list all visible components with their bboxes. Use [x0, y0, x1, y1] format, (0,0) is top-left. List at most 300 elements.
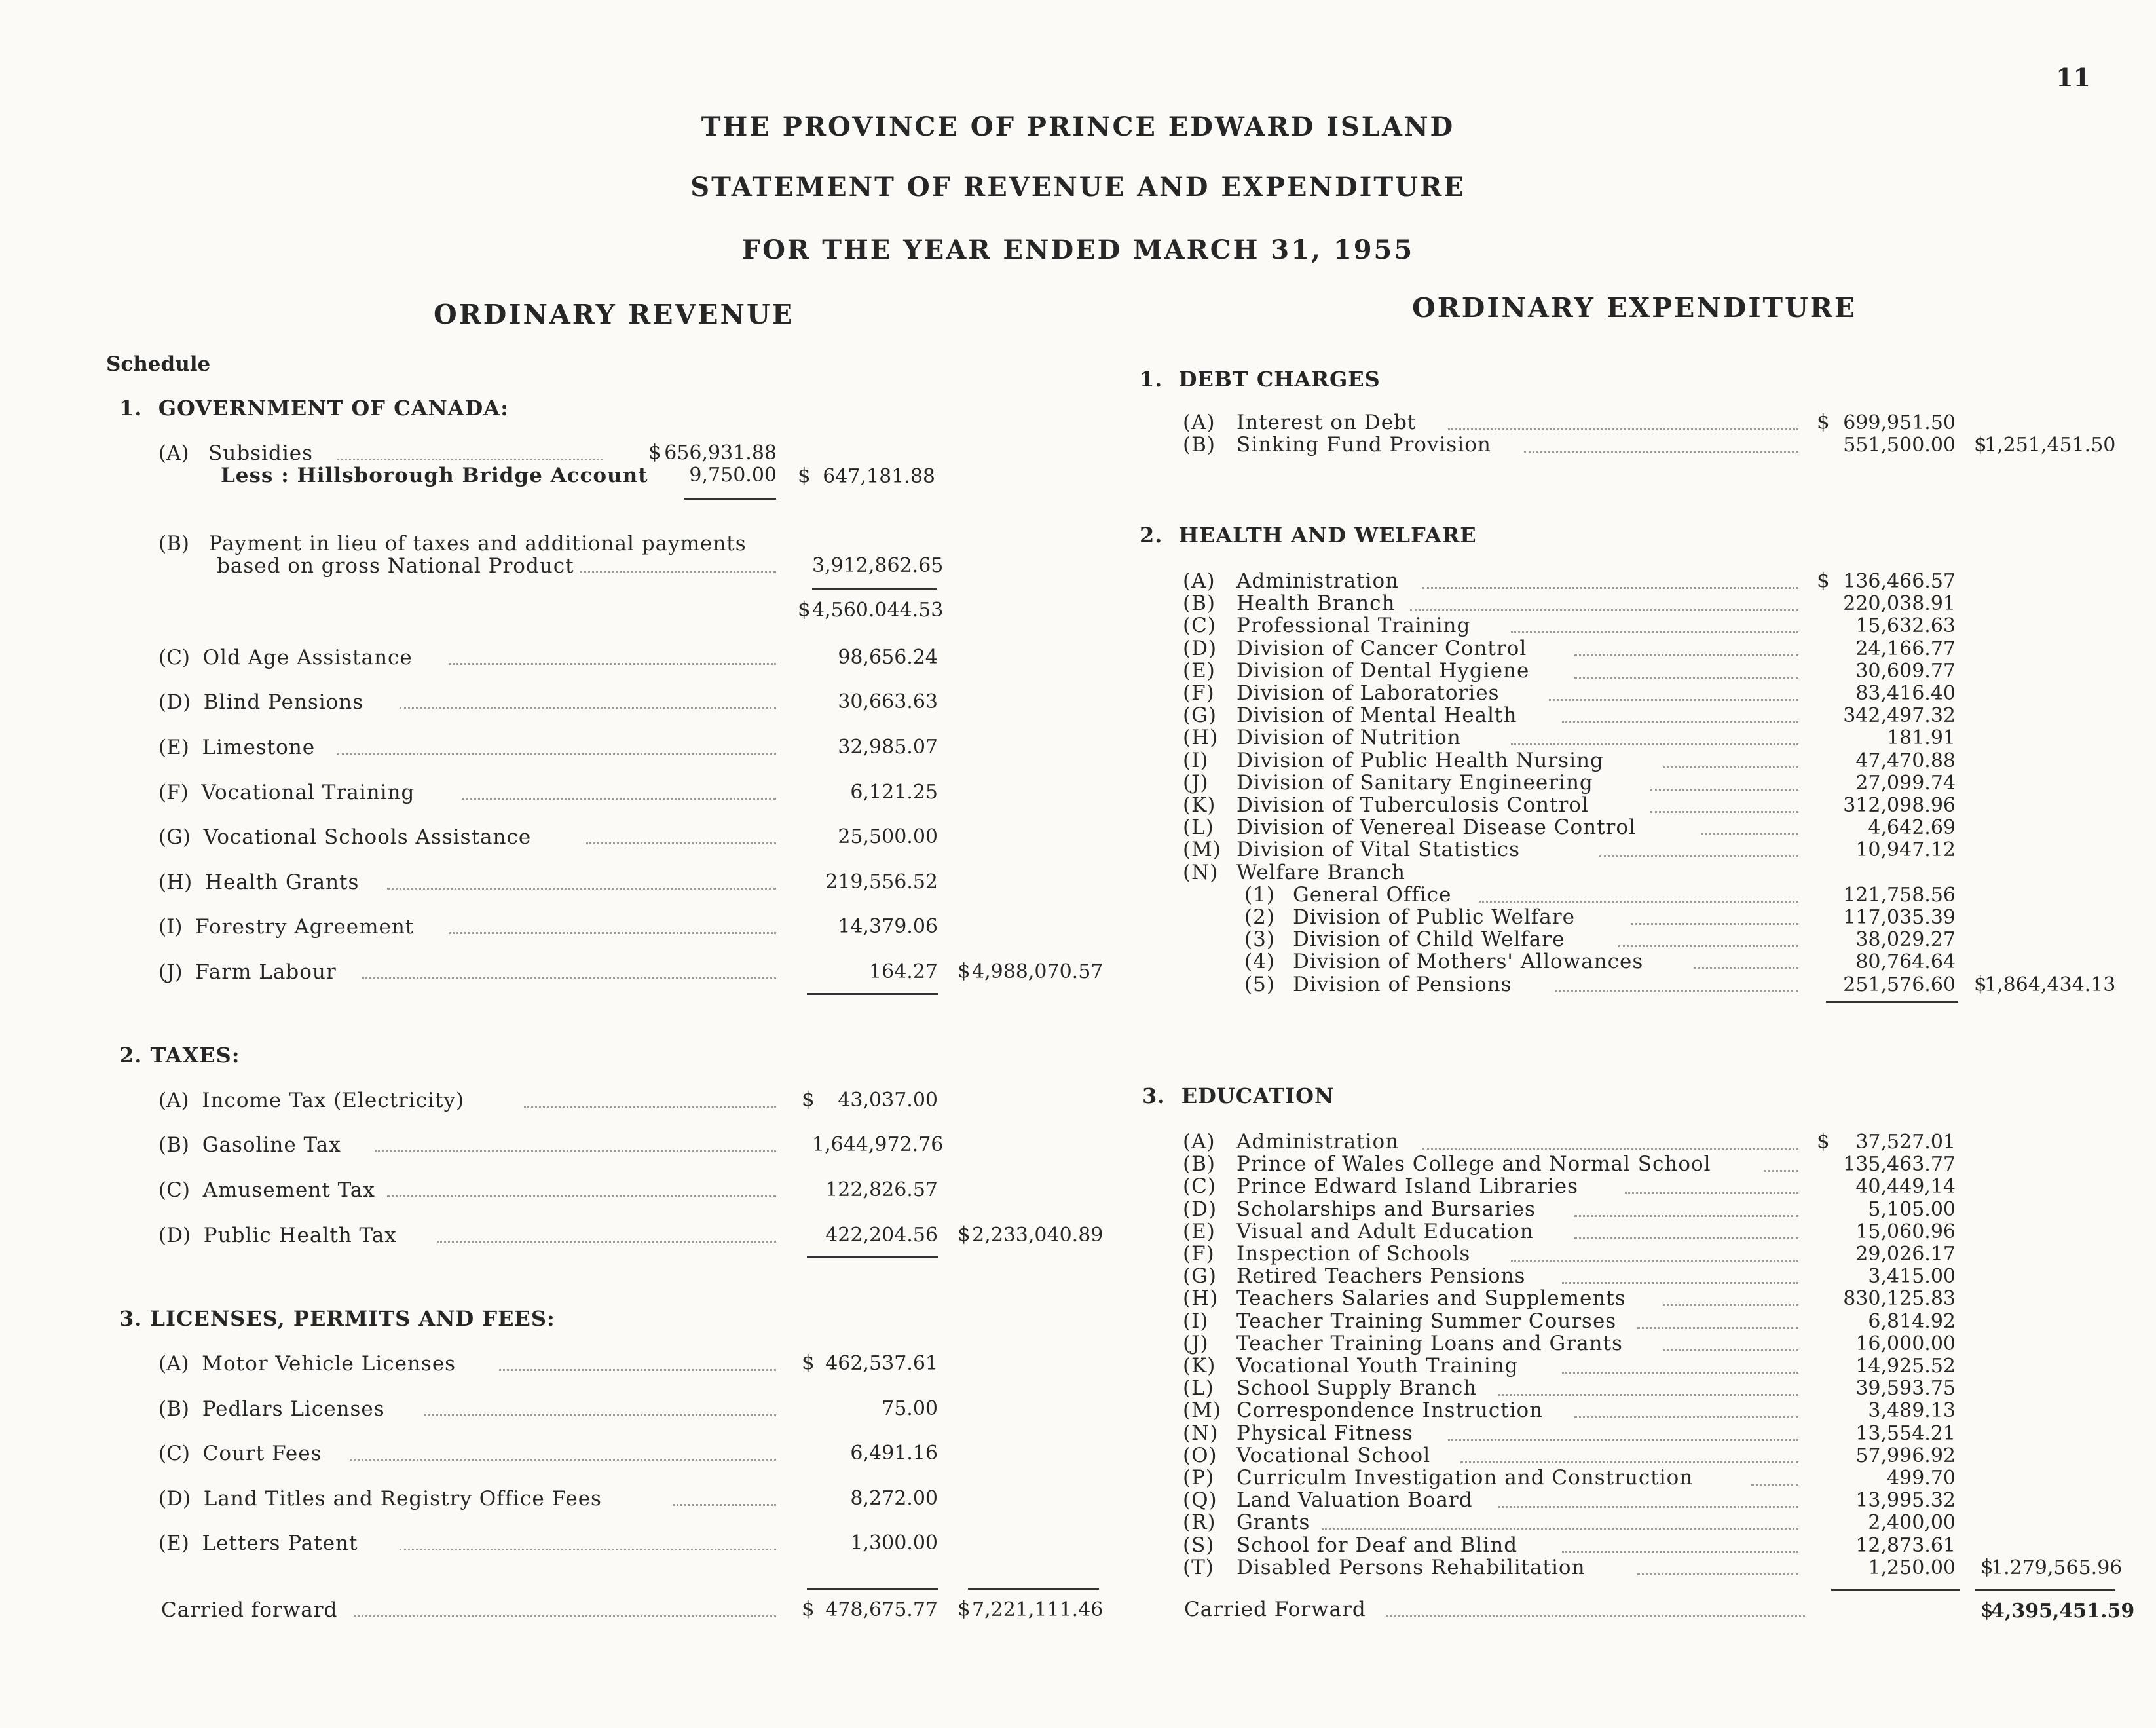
item-code: (J): [1183, 1331, 1209, 1355]
revenue-item: [158, 869, 359, 895]
item-amount: 121,758.56: [1843, 883, 1956, 907]
dot-leader: [1637, 1327, 1798, 1329]
dot-leader: [437, 1241, 776, 1243]
item-label: Inspection of Schools: [1236, 1242, 1471, 1266]
subtotal-rule: [684, 498, 776, 500]
dot-leader: [524, 1106, 776, 1108]
section-total: 4,988,070.57: [972, 960, 1104, 983]
item-label: Welfare Branch: [1236, 860, 1405, 884]
subtotal-rule: [968, 1588, 1099, 1590]
item-amount: 251,576.60: [1843, 973, 1956, 996]
item-label: Teachers Salaries and Supplements: [1236, 1287, 1626, 1311]
item-code: (B): [158, 1397, 189, 1421]
currency-sign: $: [798, 597, 811, 621]
item-amount: 551,500.00: [1843, 434, 1956, 457]
dot-leader: [354, 1615, 776, 1617]
dot-leader: [1650, 789, 1798, 791]
item-code: (A): [1183, 569, 1216, 593]
dot-leader: [387, 888, 776, 890]
item-code: (D): [158, 690, 191, 714]
item-code: (L): [1183, 1376, 1214, 1400]
item-label: Forestry Agreement: [195, 915, 415, 939]
subtotal-rule: [1975, 1589, 2115, 1591]
item-amount: 462,537.61: [825, 1352, 938, 1375]
item-amount: 117,035.39: [1843, 906, 1956, 929]
item-amount: 14,925.52: [1855, 1355, 1956, 1378]
item-label: Sinking Fund Provision: [1236, 433, 1491, 457]
section-total: 1,864,434.13: [1984, 973, 2116, 996]
revenue-item: [158, 1486, 602, 1512]
dot-leader: [1625, 1192, 1798, 1194]
dot-leader: [1663, 1304, 1798, 1306]
item-amount: 27,099.74: [1855, 771, 1956, 795]
item-amount: 3,489.13: [1868, 1399, 1956, 1423]
dot-leader: [1631, 923, 1798, 925]
revenue-item: [158, 779, 415, 806]
item-amount: 15,632.63: [1855, 614, 1956, 638]
carried-label: Carried forward: [161, 1598, 338, 1622]
item-label: Division of Vital Statistics: [1236, 838, 1521, 862]
item-amount: 312,098.96: [1843, 794, 1956, 817]
net-amount: 647,181.88: [823, 465, 935, 488]
item-code: (C): [158, 1178, 190, 1202]
item-label: Public Health Tax: [203, 1224, 397, 1247]
item-amount: 12,873.61: [1855, 1533, 1956, 1557]
item-label: Division of Public Welfare: [1293, 905, 1575, 929]
item-amount: 136,466.57: [1843, 570, 1956, 593]
section-title: DEBT CHARGES: [1178, 367, 1381, 392]
currency-sign: $: [1974, 432, 1987, 456]
currency-sign: $: [1980, 1554, 1994, 1579]
item-code: (F): [1183, 1242, 1215, 1266]
item-code: (1): [1244, 882, 1275, 907]
dot-leader: [1322, 1528, 1798, 1530]
item-code: (M): [1183, 838, 1221, 862]
item-code: (T): [1183, 1555, 1214, 1579]
dot-leader: [400, 1549, 776, 1550]
item-code: (D): [1183, 636, 1217, 660]
expenditure-section-title: [1140, 367, 1381, 392]
section-title: TAXES:: [150, 1043, 240, 1068]
section-title: EDUCATION: [1181, 1083, 1335, 1108]
item-label: Teacher Training Loans and Grants: [1236, 1331, 1623, 1355]
dot-leader: [1650, 811, 1798, 813]
currency-sign: $: [1974, 971, 1987, 996]
revenue-carried-forward: [161, 1597, 337, 1623]
item-code: (D): [158, 1487, 191, 1511]
item-label: Vocational Youth Training: [1236, 1354, 1519, 1378]
item-code: (B): [158, 1133, 189, 1157]
dot-leader: [1562, 1282, 1799, 1284]
item-label: Health Branch: [1236, 592, 1396, 616]
currency-sign: $: [1980, 1598, 1994, 1622]
item-amount: 1,300.00: [850, 1531, 938, 1554]
section-total: 2,233,040.89: [972, 1224, 1104, 1247]
item-label: Division of Sanitary Engineering: [1236, 770, 1593, 795]
title-year: FOR THE YEAR ENDED MARCH 31, 1955: [741, 235, 1415, 265]
item-amount: 47,470.88: [1855, 749, 1956, 772]
item-code: (K): [1183, 793, 1216, 817]
item-code: (P): [1183, 1466, 1215, 1490]
item-label: Division of Tuberculosis Control: [1236, 793, 1589, 817]
item-label: Division of Mothers' Allowances: [1293, 950, 1644, 974]
expenditure-title: ORDINARY EXPENDITURE: [1412, 292, 1857, 324]
title-statement: STATEMENT OF REVENUE AND EXPENDITURE: [690, 172, 1466, 202]
item-amount: 13,995.32: [1855, 1489, 1956, 1512]
item-code: (N): [1183, 1421, 1219, 1445]
item-code: (F): [1183, 681, 1215, 705]
dot-leader: [1751, 1484, 1798, 1486]
section-number: 2.: [119, 1043, 143, 1068]
item-amount: 3,912,862.65: [812, 554, 944, 577]
dot-leader: [1574, 677, 1798, 679]
item-amount: 15,060.96: [1855, 1220, 1956, 1243]
currency-sign: $: [1817, 569, 1830, 592]
page-number: 11: [2056, 63, 2091, 92]
currency-sign: $: [957, 1597, 971, 1621]
dot-leader: [362, 977, 776, 979]
item-amount: 57,996.92: [1855, 1444, 1956, 1467]
dot-leader: [1637, 1573, 1798, 1575]
item-label: Vocational Schools Assistance: [203, 825, 532, 849]
item-label: General Office: [1293, 882, 1452, 907]
item-code: (J): [1183, 770, 1209, 795]
dot-leader: [586, 842, 776, 844]
revenue-item: [158, 1132, 341, 1158]
item-amount: 4,642.69: [1868, 816, 1956, 840]
dot-leader: [375, 1150, 776, 1152]
item-code: (4): [1244, 950, 1275, 974]
dot-leader: [1562, 1551, 1799, 1553]
item-label: Physical Fitness: [1236, 1421, 1413, 1445]
revenue-section-3-title: [119, 1306, 555, 1331]
dot-leader: [1422, 1148, 1798, 1150]
section-title: GOVERNMENT OF CANADA:: [158, 396, 509, 421]
item-label: Teacher Training Summer Courses: [1236, 1309, 1617, 1333]
subtotal-rule: [807, 1588, 938, 1590]
item-amount: 75.00: [882, 1397, 938, 1420]
item-label: Farm Labour: [195, 960, 337, 984]
item-label: Professional Training: [1236, 614, 1471, 638]
revenue-item: [158, 1396, 385, 1422]
dot-leader: [1694, 967, 1798, 969]
currency-sign: $: [802, 1597, 815, 1621]
dot-leader: [337, 459, 603, 460]
item-amount: 16,000.00: [1855, 1332, 1956, 1355]
item-code: (F): [158, 781, 189, 804]
item-amount: 342,497.32: [1843, 704, 1956, 728]
dot-leader: [1663, 1349, 1798, 1351]
dot-leader: [1511, 631, 1798, 633]
item-code: (I): [1183, 748, 1209, 772]
dot-leader: [1701, 833, 1798, 835]
dot-leader: [449, 663, 776, 665]
currency-sign: $: [802, 1351, 815, 1374]
revenue-item: [158, 1177, 375, 1203]
item-amount: 30,663.63: [838, 690, 938, 713]
dot-leader: [1448, 1439, 1798, 1441]
carried-amount: 7,221,111.46: [972, 1598, 1104, 1621]
item-label: Administration: [1236, 1130, 1400, 1154]
item-code: (C): [158, 1442, 190, 1465]
item-amount: 830,125.83: [1843, 1287, 1956, 1311]
item-label: Land Valuation Board: [1236, 1488, 1473, 1512]
dot-leader: [1599, 855, 1798, 857]
item-label: Prince Edward Island Libraries: [1236, 1174, 1578, 1199]
item-label: Blind Pensions: [203, 690, 364, 714]
item-code: (M): [1183, 1399, 1221, 1423]
item-label: Amusement Tax: [202, 1178, 375, 1202]
item-code: (C): [1183, 1174, 1216, 1199]
revenue-title: ORDINARY REVENUE: [434, 299, 795, 330]
item-amount: 1,644,972.76: [812, 1133, 944, 1156]
revenue-item: [158, 914, 414, 940]
currency-sign: $: [648, 440, 661, 464]
revenue-item: [158, 734, 315, 761]
expenditure-section-title: [1142, 1083, 1334, 1108]
revenue-item-payment-in-lieu-line2: [217, 553, 574, 579]
dot-leader: [1574, 1237, 1798, 1239]
item-code: (L): [1183, 816, 1214, 840]
item-label: Payment in lieu of taxes and additional payments: [208, 532, 747, 555]
item-amount: 6,121.25: [850, 781, 938, 804]
item-amount: 10,947.12: [1855, 838, 1956, 862]
item-amount: 9,750.00: [689, 464, 777, 487]
item-amount: 3,415.00: [1868, 1265, 1956, 1288]
item-code: (G): [158, 825, 191, 849]
section-total: 1.279,565.96: [1991, 1556, 2123, 1579]
item-code: (E): [1183, 1219, 1216, 1243]
item-code: (H): [1183, 726, 1219, 750]
item-amount: 2,400,00: [1868, 1511, 1956, 1535]
item-amount: 38,029.27: [1855, 928, 1956, 952]
dot-leader: [1498, 1394, 1798, 1396]
item-code: (G): [1183, 704, 1217, 728]
dot-leader: [462, 798, 776, 800]
dot-leader: [1479, 901, 1798, 903]
section-number: 1.: [1140, 367, 1163, 392]
item-code: (S): [1183, 1533, 1215, 1557]
revenue-item: [158, 645, 413, 671]
dot-leader: [1574, 1416, 1798, 1418]
dot-leader: [1618, 945, 1799, 947]
dot-leader: [424, 1414, 776, 1416]
item-code: (B): [158, 532, 189, 555]
item-code: (2): [1244, 905, 1275, 929]
item-label: Pedlars Licenses: [202, 1397, 385, 1421]
item-label: Correspondence Instruction: [1236, 1399, 1544, 1423]
item-label: Division of Nutrition: [1236, 726, 1461, 750]
item-code: (B): [1183, 1152, 1216, 1176]
item-code: (B): [1183, 592, 1216, 616]
currency-sign: $: [798, 464, 811, 487]
subtotal-rule: [807, 993, 938, 995]
item-amount: 32,985.07: [838, 736, 938, 759]
item-label: Division of Mental Health: [1236, 704, 1517, 728]
item-code: (R): [1183, 1511, 1216, 1535]
expenditure-section-title: [1140, 523, 1477, 548]
section-title: LICENSES, PERMITS AND FEES:: [150, 1306, 555, 1331]
item-amount: 39,593.75: [1855, 1377, 1956, 1400]
item-label: Division of Child Welfare: [1293, 928, 1565, 952]
item-amount: 6,491.16: [850, 1442, 938, 1465]
dot-leader: [1555, 990, 1798, 992]
dot-leader: [1524, 451, 1798, 453]
item-label: Retired Teachers Pensions: [1236, 1264, 1526, 1288]
item-amount: 135,463.77: [1843, 1153, 1956, 1176]
schedule-label: Schedule: [106, 352, 211, 376]
item-label: Division of Laboratories: [1236, 681, 1500, 705]
item-amount: 24,166.77: [1855, 637, 1956, 660]
item-amount: 80,764.64: [1855, 950, 1956, 974]
item-code: (C): [158, 646, 190, 669]
item-label: Administration: [1236, 569, 1400, 593]
dot-leader: [1386, 1615, 1805, 1617]
dot-leader: [337, 753, 776, 755]
section-number: 1.: [119, 396, 143, 421]
dot-leader: [1549, 699, 1798, 701]
item-amount: 30,609.77: [1855, 659, 1956, 683]
item-label: Grants: [1236, 1511, 1310, 1535]
item-label: Division of Public Health Nursing: [1236, 748, 1604, 772]
dot-leader: [1422, 587, 1798, 589]
item-amount: 83,416.40: [1855, 682, 1956, 705]
item-amount: 220,038.91: [1843, 592, 1956, 616]
subtotal-rule: [1826, 1001, 1958, 1003]
item-code: (C): [1183, 614, 1216, 638]
item-code: (3): [1244, 928, 1275, 952]
subtotal-rule: [812, 588, 937, 590]
currency-sign: $: [1817, 410, 1830, 434]
item-label: Division of Pensions: [1293, 972, 1512, 996]
item-label: Vocational School: [1236, 1443, 1431, 1467]
revenue-item: [158, 1440, 322, 1467]
item-amount: 5,105.00: [1868, 1197, 1956, 1221]
dot-leader: [1511, 743, 1798, 745]
dot-leader: [387, 1195, 776, 1197]
currency-sign: $: [1817, 1129, 1830, 1153]
item-label: Division of Venereal Disease Control: [1236, 816, 1636, 840]
item-label: Health Grants: [204, 871, 360, 894]
item-amount: 6,814.92: [1868, 1309, 1956, 1333]
item-amount: 699,951.50: [1843, 411, 1956, 434]
item-code: (N): [1183, 860, 1219, 884]
dot-leader: [350, 1459, 776, 1461]
item-label: Division of Dental Hygiene: [1236, 658, 1530, 683]
item-amount: 656,931.88: [664, 441, 777, 464]
item-label: Vocational Training: [201, 781, 415, 804]
section-number: 3.: [119, 1306, 143, 1331]
item-label: Old Age Assistance: [202, 646, 413, 669]
title-province: THE PROVINCE OF PRINCE EDWARD ISLAND: [701, 111, 1455, 142]
revenue-item: [158, 1351, 456, 1377]
item-code: (H): [158, 871, 193, 894]
subtotal-rule: [1831, 1589, 1960, 1591]
item-amount: 37,527.01: [1855, 1131, 1956, 1154]
dot-leader: [1511, 1260, 1798, 1262]
item-code: (E): [158, 736, 189, 759]
item-label: Court Fees: [202, 1442, 322, 1465]
item-amount: 14,379.06: [838, 915, 938, 938]
dot-leader: [1574, 654, 1798, 656]
item-amount: 422,204.56: [825, 1224, 938, 1247]
item-code: (I): [158, 915, 183, 939]
dot-leader: [1410, 609, 1798, 611]
dot-leader: [400, 707, 776, 709]
dot-leader: [580, 571, 776, 573]
item-code: (D): [1183, 1197, 1217, 1221]
item-code: (G): [1183, 1264, 1217, 1288]
revenue-item: [158, 824, 531, 850]
item-amount: 43,037.00: [838, 1089, 938, 1112]
item-label: Scholarships and Bursaries: [1236, 1197, 1536, 1221]
revenue-item: [158, 959, 337, 985]
item-label: Land Titles and Registry Office Fees: [203, 1487, 602, 1511]
dot-leader: [1562, 1372, 1799, 1374]
item-amount: 8,272.00: [850, 1487, 938, 1510]
dot-leader: [449, 932, 776, 934]
item-code: (D): [158, 1224, 191, 1247]
carried-amount: 4,395,451.59: [1991, 1600, 2135, 1623]
currency-sign: $: [802, 1087, 815, 1111]
item-label: Interest on Debt: [1236, 411, 1417, 434]
item-label: based on gross National Product: [217, 554, 574, 578]
item-label: Division of Cancer Control: [1236, 636, 1527, 660]
subtotal-rule: [807, 1256, 938, 1258]
dot-leader: [1764, 1170, 1798, 1172]
item-code: (A): [158, 1089, 189, 1112]
item-amount: 181.91: [1887, 726, 1956, 750]
revenue-item-less: [221, 462, 648, 489]
item-label: Letters Patent: [202, 1531, 358, 1555]
item-code: (A): [158, 1352, 189, 1376]
item-label: Limestone: [202, 736, 316, 759]
dot-leader: [1574, 1215, 1798, 1217]
item-code: (A): [1183, 411, 1216, 434]
item-label: School for Deaf and Blind: [1236, 1533, 1518, 1557]
item-amount: 40,449,14: [1855, 1175, 1956, 1199]
dot-leader: [499, 1369, 776, 1371]
item-code: (J): [158, 960, 183, 984]
item-amount: 98,656.24: [838, 646, 938, 669]
item-amount: 25,500.00: [838, 825, 938, 848]
item-code: (A): [1183, 1130, 1216, 1154]
revenue-section-2-title: [119, 1043, 240, 1068]
item-label: Disabled Persons Rehabilitation: [1236, 1555, 1586, 1579]
item-label: School Supply Branch: [1236, 1376, 1478, 1400]
dot-leader: [673, 1504, 776, 1506]
revenue-item: [158, 1222, 397, 1249]
carried-label: Carried Forward: [1184, 1598, 1366, 1621]
revenue-item: [158, 1087, 464, 1114]
item-code: (E): [1183, 658, 1216, 683]
dot-leader: [1562, 721, 1799, 723]
item-code: (K): [1183, 1354, 1216, 1378]
item-code: (B): [1183, 433, 1216, 457]
section-total: 1,251,451.50: [1984, 434, 2116, 457]
revenue-item: [158, 1530, 358, 1556]
item-amount: 499.70: [1887, 1467, 1956, 1490]
item-label: Prince of Wales College and Normal School: [1236, 1152, 1711, 1176]
section-number: 3.: [1142, 1083, 1166, 1108]
item-label: Less : Hillsborough Bridge Account: [221, 464, 648, 487]
item-label: Income Tax (Electricity): [202, 1089, 465, 1112]
dot-leader: [1460, 1461, 1798, 1463]
item-label: Curriculm Investigation and Construction: [1236, 1466, 1694, 1490]
item-amount: 1,250.00: [1868, 1556, 1956, 1579]
item-label: Subsidies: [208, 441, 314, 465]
dot-leader: [1448, 428, 1798, 430]
